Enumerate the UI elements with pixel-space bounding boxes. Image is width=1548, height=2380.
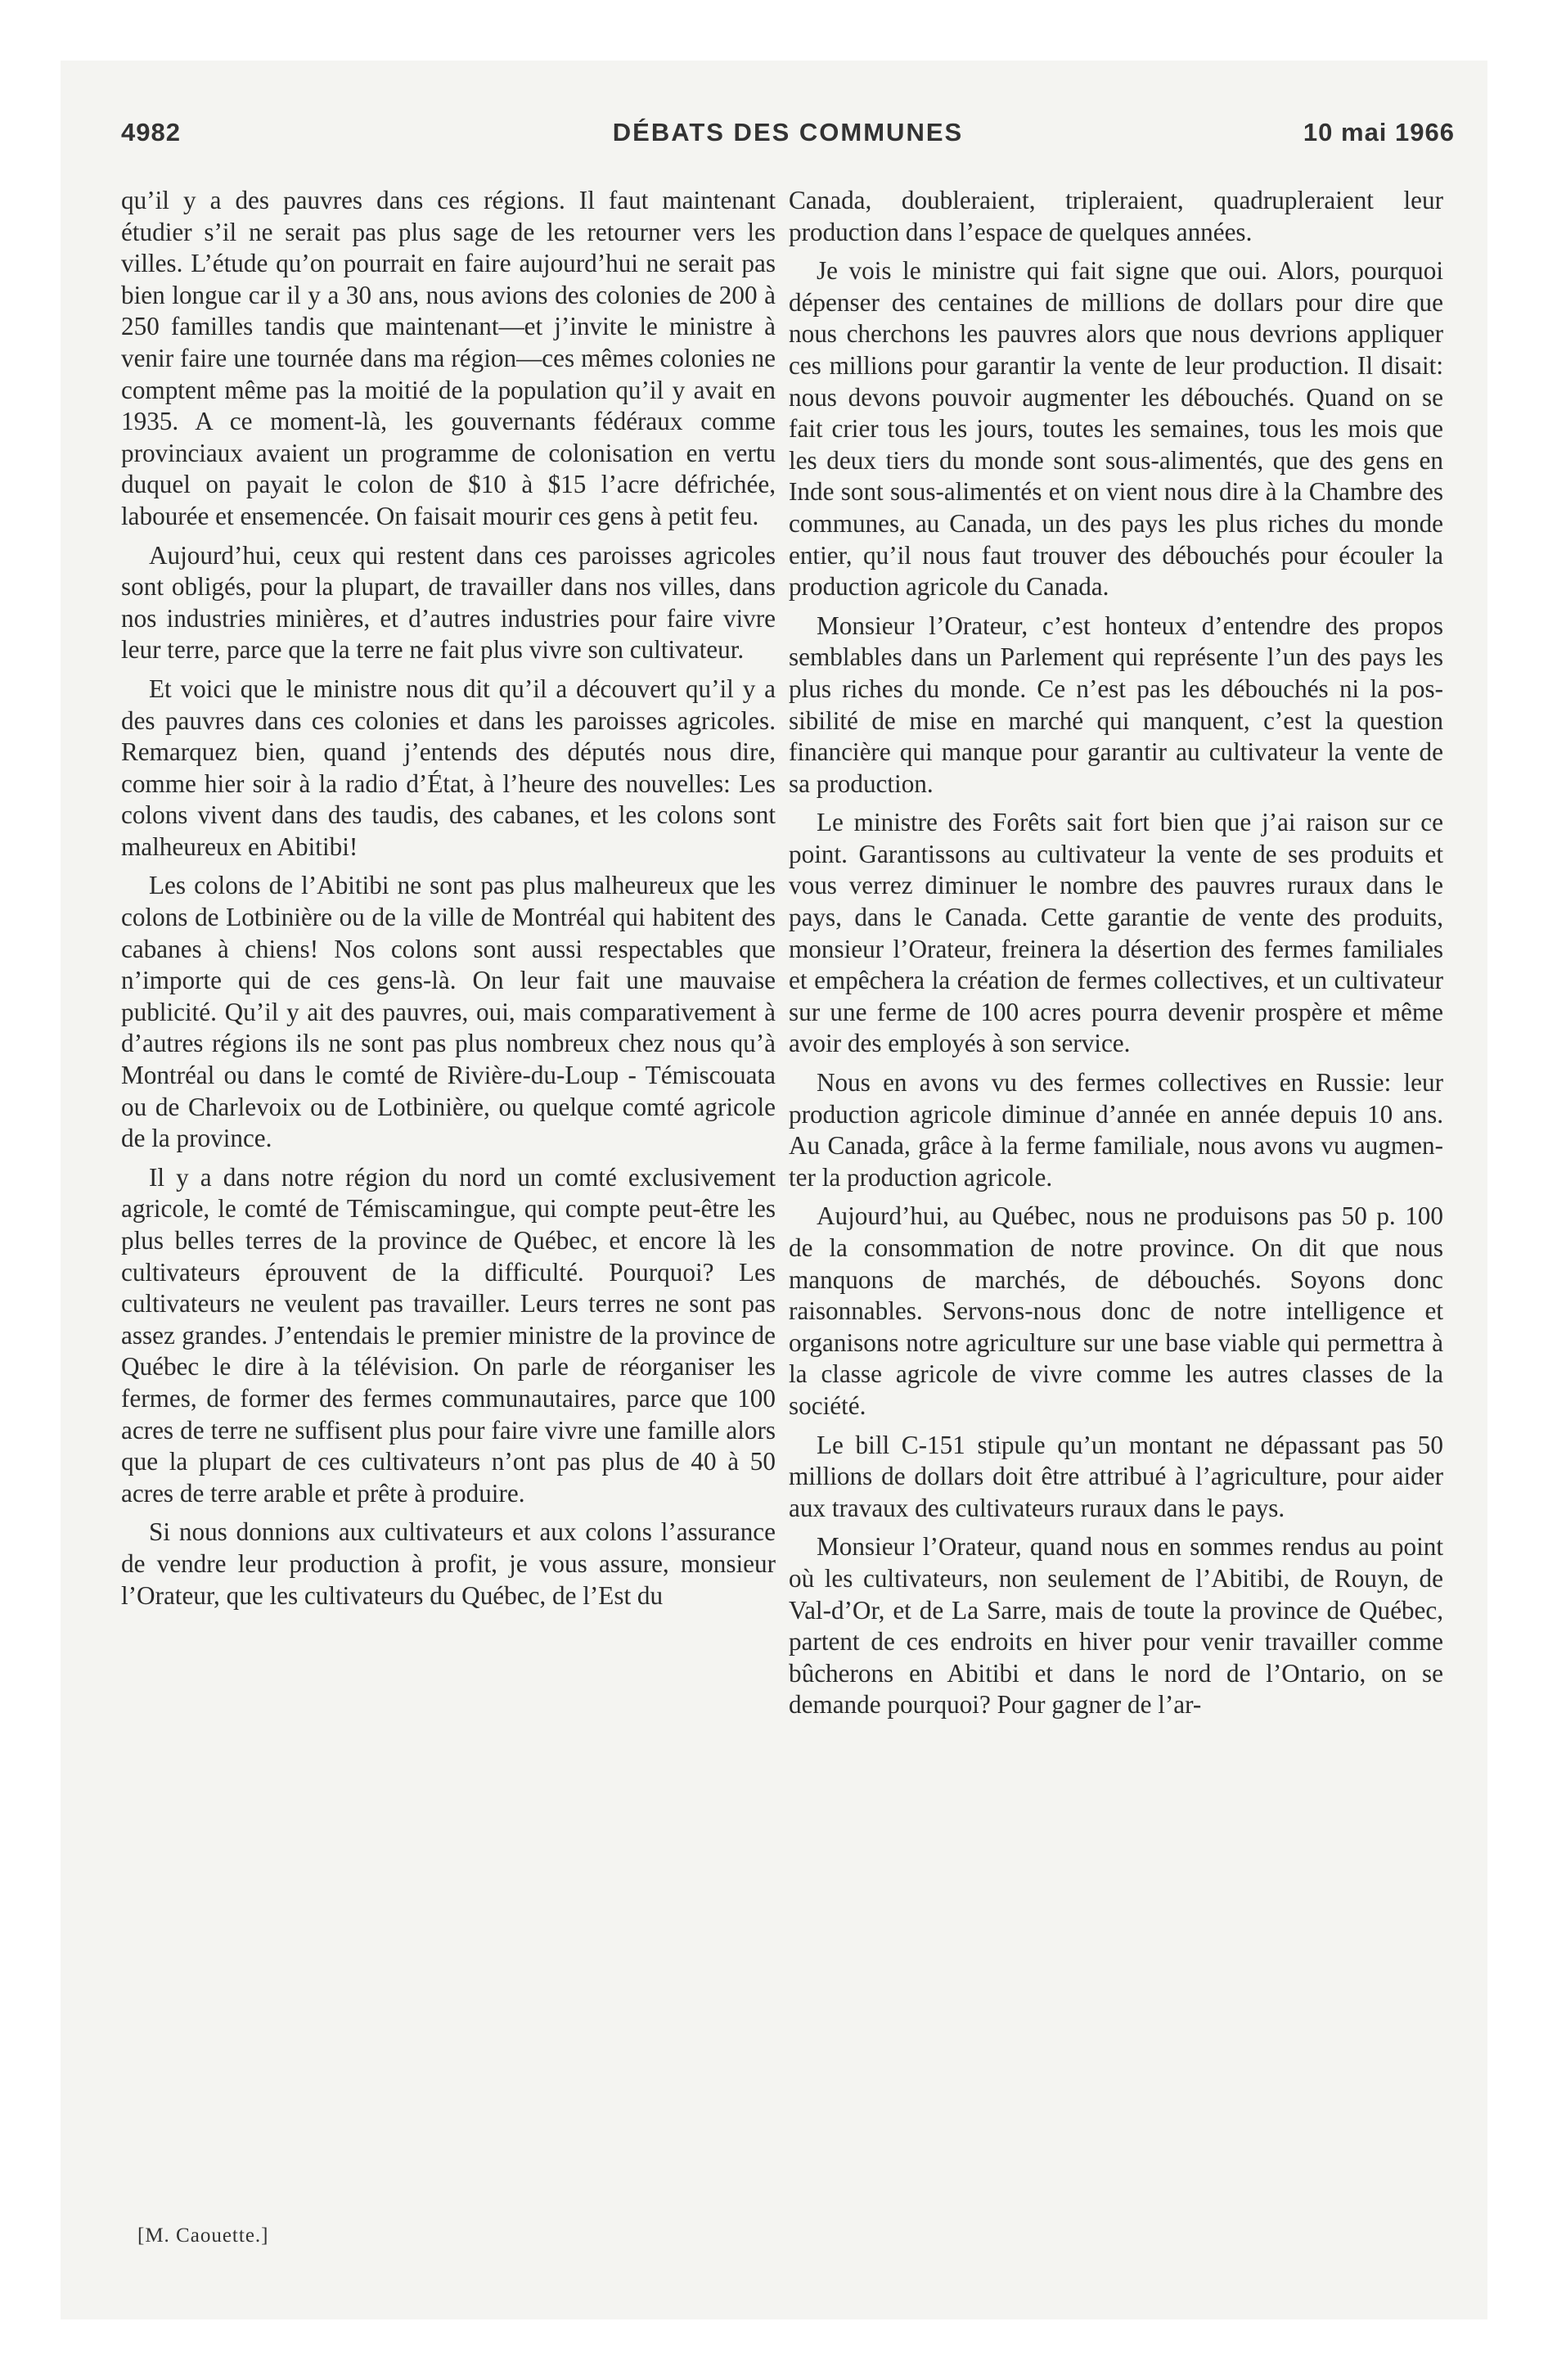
paragraph: Il y a dans notre région du nord un comté exclusivement agricole, le comté de Témiscamingue, qui compte peut-être les plus belles terres de la province de Québec, et encore là les cultivateurs éprouvent de la difficulté. Pourquoi? Les cultivateurs ne veulent pas travailler. Leurs terres ne sont pas assez grandes. J’entendais le premier ministre de la province de Québec le dire à la télévision. On parle de réorganiser les fermes, de former des fermes communautaires, parce que 100 acres de terre ne suffisent plus pour faire vivre une famille alors que la plupart de ces cultivateurs n’ont pas plus de 40 à 50 acres de terre arable et prête à produire. — [121, 1162, 776, 1508]
paragraph: Le bill C-151 stipule qu’un montant ne dépassant pas 50 millions de dollars doit être attribué à l’agriculture, pour aider aux travaux des cultivateurs ruraux dans le pays. — [789, 1430, 1443, 1522]
paragraph: Je vois le ministre qui fait signe que oui. Alors, pourquoi dépenser des centaines de millions de dollars pour dire que nous cherchons les pauvres alors que nous devrions appliquer ces millions pour garantir la vente de leur production. Il disait: nous devons pouvoir augmenter les débouchés. Quand on se fait crier tous les jours, toutes les semaines, tous les mois que les deux tiers du monde sont sous-alimentés, que des gens en Inde sont sous-alimentés et on vient nous dire à la Chambre des communes, au Canada, un des pays les plus riches du monde entier, qu’il nous faut trouver des débouchés pour écouler la production agricole du Canada. — [789, 256, 1443, 602]
issue-date: 10 mai 1966 — [1303, 118, 1455, 146]
paragraph: Le ministre des Forêts sait fort bien que j’ai raison sur ce point. Garantissons au cultivateur la vente de ses produits et vous verrez diminuer le nombre des pauvres ruraux dans le pays, dans le Canada. Cette garantie de vente des produits, monsieur l’Orateur, freinera la désertion des fermes familiales et empêchera la création de fermes collectives, et un cultivateur sur une ferme de 100 acres pourra devenir prospère et même avoir des employés à son service. — [789, 808, 1443, 1058]
right-column — [789, 185, 1443, 1729]
paragraph: Les colons de l’Abitibi ne sont pas plus malheureux que les colons de Lotbinière ou de la ville de Montréal qui habitent des cabanes à chiens! Nos colons sont aussi respectables que n’importe qui de ces gens-là. On leur fait une mauvaise publicité. Qu’il y ait des pauvres, oui, mais comparativement à d’autres régions ils ne sont pas plus nombreux chez nous qu’à Montréal ou dans le comté de Rivière-du-Loup - Témiscouata ou de Charlevoix ou de Lotbinière, ou quelque comté agricole de la province. — [121, 871, 776, 1153]
paragraph: Monsieur l’Orateur, quand nous en sommes rendus au point où les cultivateurs, non seulement de l’Abitibi, de Rouyn, de Val-d’Or, et de La Sarre, mais de toute la province de Québec, partent de ces endroits en hiver pour venir travailler comme bûcherons en Abitibi et dans le nord de l’Ontario, on se demande pourquoi? Pour gagner de l’ar- — [789, 1532, 1443, 1720]
paragraph: Canada, doubleraient, tripleraient, quadrupleraient leur production dans l’espace de quelques années. — [789, 186, 1443, 246]
paragraph: qu’il y a des pauvres dans ces régions. Il faut maintenant étudier s’il ne serait pas plus sage de les retourner vers les villes. L’étude qu’on pourrait en faire aujourd’hui ne serait pas bien longue car il y a 30 ans, nous avions des colonies de 200 à 250 familles tandis que maintenant—et j’invite le ministre à venir faire une tournée dans ma région—ces mêmes colonies ne comptent même pas la moitié de la population qu’il y avait en 1935. A ce moment-là, les gouvernants fédéraux comme provinciaux avaient un programme de colonisation en vertu duquel on payait le colon de $10 à $15 l’acre défrichée, labourée et ensemencée. On faisait mourir ces gens à petit feu. — [121, 186, 776, 530]
paragraph: Monsieur l’Orateur, c’est honteux d’entendre des propos semblables dans un Parlement qui représente l’un des pays les plus riches du monde. Ce n’est pas les débouchés ni la possibilité de mise en marché qui manquent, c’est la question financière qui manque pour garantir au cultivateur la vente de sa production. — [789, 611, 1443, 798]
page-header — [121, 116, 1455, 157]
paragraph: Si nous donnions aux cultivateurs et aux colons l’assurance de vendre leur production à profit, je vous assure, monsieur l’Orateur, que les cultivateurs du Québec, de l’Est du — [121, 1517, 776, 1610]
page-number: 4982 — [121, 118, 181, 146]
running-title: DÉBATS DES COMMUNES — [612, 118, 964, 146]
left-column — [121, 185, 776, 1619]
paragraph: Aujourd’hui, au Québec, nous ne produisons pas 50 p. 100 de la consommation de notre province. On dit que nous manquons de marchés, de débouchés. Soyons donc raisonnables. Servons-nous donc de notre intelligence et organisons notre agriculture sur une base viable qui permettra à la classe agricole de vivre comme les autres classes de la société. — [789, 1201, 1443, 1420]
speaker-note: [M. Caouette.] — [137, 2224, 269, 2247]
paragraph: Et voici que le ministre nous dit qu’il a découvert qu’il y a des pauvres dans ces colonies et dans les paroisses agricoles. Remarquez bien, quand j’entends des députés nous dire, comme hier soir à la radio d’État, à l’heure des nouvelles: Les colons vivent dans des taudis, des cabanes, et les colons sont malheureux en Abitibi! — [121, 674, 776, 861]
paragraph: Nous en avons vu des fermes collectives en Russie: leur production agricole diminue d’année en année depuis 10 ans. Au Canada, grâce à la ferme familiale, nous avons vu augmenter la production agricole. — [789, 1068, 1443, 1192]
paragraph: Aujourd’hui, ceux qui restent dans ces paroisses agricoles sont obligés, pour la plupart, de travailler dans nos villes, dans nos industries minières, et d’autres industries pour faire vivre leur terre, parce que la terre ne fait plus vivre son cultivateur. — [121, 540, 776, 665]
